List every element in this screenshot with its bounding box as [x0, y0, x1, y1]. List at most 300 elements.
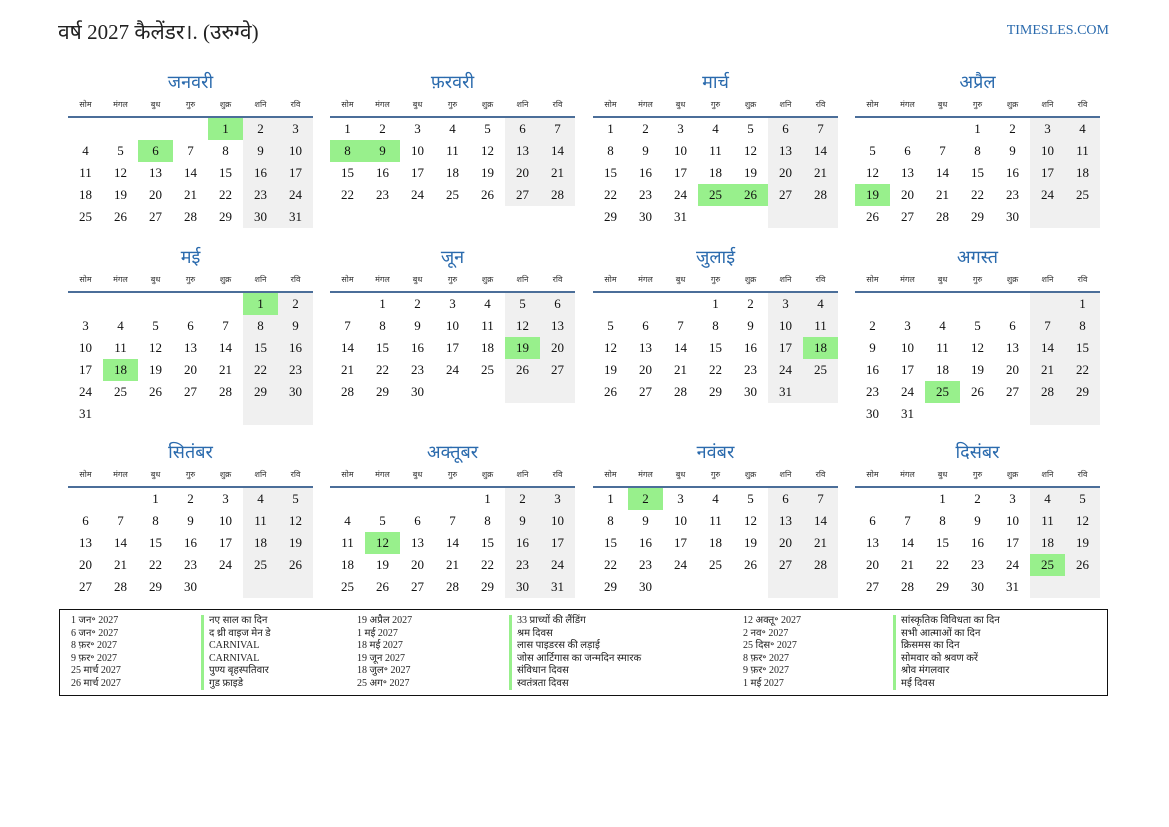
weekday-label: शनि — [516, 470, 529, 479]
empty-day-cell — [628, 293, 663, 315]
month-name: फ़रवरी — [430, 72, 475, 92]
day-cell: 4 — [712, 491, 719, 506]
day-cell: 16 — [1006, 165, 1019, 180]
empty-day-cell — [138, 293, 173, 315]
empty-day-cell — [995, 403, 1030, 425]
day-cell: 1 — [607, 121, 614, 136]
day-cell: 30 — [639, 579, 652, 594]
weekday-label: गुरु — [447, 275, 458, 284]
day-cell: 27 — [184, 384, 197, 399]
day-cell: 28 — [901, 579, 914, 594]
weekday-label: सोम — [866, 100, 879, 109]
holiday-name: 33 प्राच्यों की लैंडिंग — [509, 615, 641, 628]
day-cell: 30 — [971, 579, 984, 594]
day-cell: 21 — [803, 162, 838, 184]
page-title: वर्ष 2027 कैलेंडर।. (उरुग्वे) — [58, 20, 259, 44]
day-cell: 24 — [411, 187, 424, 202]
day-cell: 14 — [1030, 337, 1065, 359]
day-cell: 6 — [904, 143, 911, 158]
day-cell: 21 — [114, 557, 127, 572]
day-cell: 14 — [674, 340, 687, 355]
empty-day-cell — [330, 488, 365, 510]
day-cell: 22 — [376, 362, 389, 377]
day-cell: 8 — [152, 513, 159, 528]
day-cell: 27 — [505, 184, 540, 206]
day-cell: 3 — [1030, 118, 1065, 140]
day-cell: 3 — [222, 491, 229, 506]
day-cell: 17 — [540, 532, 575, 554]
day-cell: 7 — [803, 118, 838, 140]
day-cell: 10 — [219, 513, 232, 528]
holiday-names-column — [893, 615, 1000, 690]
day-cell: 3 — [449, 296, 456, 311]
day-cell: 5 — [869, 143, 876, 158]
day-cell: 2 — [379, 121, 386, 136]
holiday-date: 9 फ़र॰ 2027 — [743, 665, 790, 676]
weekday-label: गुरु — [972, 275, 983, 284]
day-cell: 25 — [709, 557, 722, 572]
day-cell: 27 — [768, 554, 803, 576]
weekday-label: शुक्र — [744, 470, 757, 479]
holiday-name: श्रोव मंगलवार — [893, 665, 1000, 678]
day-cell: 18 — [243, 532, 278, 554]
weekday-header — [68, 273, 313, 293]
day-cell: 13 — [768, 510, 803, 532]
day-cell: 10 — [1006, 513, 1019, 528]
weekday-header — [330, 468, 575, 488]
day-cell: 11 — [243, 510, 278, 532]
month-calendar — [593, 440, 838, 598]
empty-day-cell — [890, 488, 925, 510]
empty-day-cell — [173, 293, 208, 315]
day-cell: 4 — [1065, 118, 1100, 140]
day-cell: 15 — [481, 535, 494, 550]
day-cell: 7 — [904, 513, 911, 528]
day-cell: 21 — [674, 362, 687, 377]
day-cell: 7 — [117, 513, 124, 528]
weekday-label: बुध — [937, 470, 948, 479]
day-cell: 22 — [1065, 359, 1100, 381]
empty-day-cell — [890, 118, 925, 140]
day-cell: 5 — [747, 121, 754, 136]
day-cell: 10 — [768, 315, 803, 337]
day-cell: 25 — [1030, 554, 1065, 576]
day-cell: 29 — [604, 579, 617, 594]
empty-day-cell — [593, 293, 628, 315]
day-cell: 1 — [344, 121, 351, 136]
weekday-label: मंगल — [900, 100, 915, 109]
empty-day-cell — [278, 576, 313, 598]
day-cell: 24 — [278, 184, 313, 206]
site-link[interactable]: TIMESLES.COM — [1006, 23, 1109, 38]
day-cell: 10 — [901, 340, 914, 355]
day-cell: 6 — [540, 293, 575, 315]
day-cell: 7 — [803, 488, 838, 510]
day-cell: 3 — [82, 318, 89, 333]
weekday-label: गुरु — [972, 470, 983, 479]
day-cell: 8 — [974, 143, 981, 158]
weekday-label: बुध — [150, 100, 161, 109]
weekday-label: शनि — [779, 100, 792, 109]
day-cell: 22 — [149, 557, 162, 572]
weekday-label: शनि — [1041, 100, 1054, 109]
day-cell: 6 — [505, 118, 540, 140]
day-cell: 2 — [187, 491, 194, 506]
day-cell: 11 — [936, 340, 949, 355]
holiday-date: 25 दिस॰ 2027 — [743, 640, 797, 651]
month-name: अगस्त — [956, 247, 999, 267]
holiday-name: मई दिवस — [893, 678, 1000, 691]
day-cell: 21 — [901, 557, 914, 572]
day-cell: 3 — [677, 491, 684, 506]
day-cell: 25 — [803, 359, 838, 381]
day-grid — [855, 488, 1100, 598]
day-cell: 24 — [446, 362, 459, 377]
day-cell: 21 — [1030, 359, 1065, 381]
day-cell: 12 — [505, 315, 540, 337]
weekday-label: गुरु — [710, 470, 721, 479]
day-cell: 6 — [869, 513, 876, 528]
weekday-label: सोम — [341, 470, 354, 479]
day-cell: 19 — [505, 337, 540, 359]
day-cell: 11 — [709, 143, 722, 158]
day-cell: 2 — [1009, 121, 1016, 136]
day-cell: 4 — [939, 318, 946, 333]
holiday-name: सोमवार को श्रवण करें — [893, 653, 1000, 666]
day-grid — [68, 118, 313, 228]
empty-day-cell — [663, 293, 698, 315]
day-grid — [330, 488, 575, 598]
day-cell: 21 — [184, 187, 197, 202]
empty-day-cell — [803, 576, 838, 598]
day-cell: 16 — [376, 165, 389, 180]
month-name: जून — [440, 247, 465, 267]
day-cell: 9 — [1009, 143, 1016, 158]
day-cell: 12 — [114, 165, 127, 180]
day-cell: 9 — [642, 513, 649, 528]
day-cell: 7 — [939, 143, 946, 158]
weekday-label: रवि — [1077, 100, 1088, 109]
day-cell: 15 — [604, 535, 617, 550]
day-cell: 31 — [901, 406, 914, 421]
day-cell: 2 — [505, 488, 540, 510]
day-cell: 15 — [341, 165, 354, 180]
day-cell: 31 — [1006, 579, 1019, 594]
weekday-header — [593, 273, 838, 293]
holiday-name: स्वतंत्रता दिवस — [509, 678, 641, 691]
day-cell: 11 — [341, 535, 354, 550]
month-calendar — [593, 245, 838, 403]
day-cell: 7 — [540, 118, 575, 140]
day-cell: 18 — [1030, 532, 1065, 554]
weekday-label: मंगल — [900, 275, 915, 284]
day-cell: 30 — [411, 384, 424, 399]
day-cell: 16 — [278, 337, 313, 359]
day-cell: 16 — [639, 165, 652, 180]
day-cell: 24 — [674, 557, 687, 572]
day-cell: 3 — [1009, 491, 1016, 506]
day-cell: 15 — [936, 535, 949, 550]
holiday-name: द थ्री वाइज मेन डे — [201, 628, 271, 641]
empty-day-cell — [278, 403, 313, 425]
month-calendar — [330, 245, 575, 403]
day-cell: 15 — [1065, 337, 1100, 359]
day-cell: 10 — [1030, 140, 1065, 162]
day-cell: 13 — [184, 340, 197, 355]
weekday-label: मंगल — [113, 100, 128, 109]
weekday-label: मंगल — [638, 100, 653, 109]
day-cell: 1 — [484, 491, 491, 506]
day-cell: 23 — [639, 187, 652, 202]
holiday-date: 1 मई 2027 — [743, 677, 784, 689]
day-cell: 8 — [607, 513, 614, 528]
day-cell: 9 — [869, 340, 876, 355]
day-cell: 30 — [744, 384, 757, 399]
day-cell: 3 — [677, 121, 684, 136]
day-cell: 11 — [1065, 140, 1100, 162]
day-cell: 26 — [114, 209, 127, 224]
day-cell: 1 — [939, 491, 946, 506]
day-cell: 17 — [674, 535, 687, 550]
day-cell: 9 — [974, 513, 981, 528]
empty-day-cell — [103, 403, 138, 425]
empty-day-cell — [435, 381, 470, 403]
weekday-label: रवि — [552, 100, 563, 109]
day-cell: 6 — [138, 140, 173, 162]
empty-day-cell — [540, 381, 575, 403]
holiday-date: 18 जुल॰ 2027 — [357, 665, 411, 676]
weekday-label: गुरु — [710, 100, 721, 109]
weekday-header — [68, 468, 313, 488]
holiday-date: 2 नव॰ 2027 — [743, 627, 789, 639]
day-cell: 9 — [365, 140, 400, 162]
day-cell: 9 — [747, 318, 754, 333]
day-cell: 10 — [674, 513, 687, 528]
day-cell: 19 — [855, 184, 890, 206]
empty-day-cell — [733, 576, 768, 598]
day-cell: 28 — [341, 384, 354, 399]
weekday-label: बुध — [150, 275, 161, 284]
holiday-name: गुड फ्राइडे — [201, 678, 271, 691]
day-cell: 3 — [414, 121, 421, 136]
day-cell: 7 — [677, 318, 684, 333]
weekday-label: गुरु — [972, 100, 983, 109]
day-cell: 14 — [219, 340, 232, 355]
day-cell: 1 — [607, 491, 614, 506]
weekday-header — [330, 98, 575, 118]
day-cell: 19 — [971, 362, 984, 377]
day-cell: 20 — [1006, 362, 1019, 377]
empty-day-cell — [1030, 403, 1065, 425]
empty-day-cell — [365, 488, 400, 510]
day-cell: 25 — [698, 184, 733, 206]
day-cell: 12 — [149, 340, 162, 355]
empty-day-cell — [173, 403, 208, 425]
day-cell: 17 — [219, 535, 232, 550]
day-cell: 19 — [1065, 532, 1100, 554]
weekday-label: शुक्र — [481, 470, 494, 479]
day-cell: 8 — [379, 318, 386, 333]
day-cell: 3 — [278, 118, 313, 140]
weekday-label: सोम — [341, 275, 354, 284]
day-cell: 23 — [411, 362, 424, 377]
day-cell: 10 — [540, 510, 575, 532]
day-cell: 11 — [803, 315, 838, 337]
holiday-names-column — [201, 615, 271, 690]
weekday-header — [855, 273, 1100, 293]
day-cell: 24 — [768, 359, 803, 381]
holiday-name: संविधान दिवस — [509, 665, 641, 678]
empty-day-cell — [803, 381, 838, 403]
day-cell: 2 — [278, 293, 313, 315]
weekday-header — [855, 468, 1100, 488]
day-cell: 18 — [1065, 162, 1100, 184]
holiday-name: श्रम दिवस — [509, 628, 641, 641]
weekday-header — [593, 98, 838, 118]
weekday-label: शुक्र — [219, 275, 232, 284]
day-cell: 24 — [901, 384, 914, 399]
day-cell: 31 — [278, 206, 313, 228]
empty-day-cell — [173, 118, 208, 140]
weekday-label: मंगल — [113, 470, 128, 479]
weekday-label: गुरु — [447, 470, 458, 479]
day-cell: 17 — [411, 165, 424, 180]
day-cell: 8 — [330, 140, 365, 162]
day-cell: 30 — [505, 576, 540, 598]
holiday-dates-column — [743, 615, 801, 690]
day-cell: 9 — [278, 315, 313, 337]
day-cell: 22 — [481, 557, 494, 572]
month-calendar — [68, 245, 313, 425]
day-cell: 28 — [219, 384, 232, 399]
weekday-label: शनि — [516, 100, 529, 109]
month-name: अप्रैल — [959, 72, 996, 92]
day-cell: 21 — [341, 362, 354, 377]
empty-day-cell — [698, 576, 733, 598]
day-grid — [330, 118, 575, 206]
day-cell: 5 — [974, 318, 981, 333]
day-grid — [593, 488, 838, 598]
day-cell: 12 — [971, 340, 984, 355]
day-cell: 27 — [639, 384, 652, 399]
day-cell: 19 — [744, 165, 757, 180]
empty-day-cell — [208, 576, 243, 598]
day-grid — [68, 488, 313, 598]
month-calendar — [855, 440, 1100, 598]
weekday-label: शुक्र — [219, 100, 232, 109]
day-cell: 27 — [79, 579, 92, 594]
empty-day-cell — [698, 206, 733, 228]
month-name: नवंबर — [696, 442, 735, 462]
day-cell: 8 — [712, 318, 719, 333]
day-cell: 19 — [481, 165, 494, 180]
day-cell: 21 — [219, 362, 232, 377]
day-cell: 19 — [278, 532, 313, 554]
empty-day-cell — [138, 118, 173, 140]
day-cell: 3 — [768, 293, 803, 315]
weekday-label: रवि — [290, 100, 301, 109]
day-cell: 26 — [866, 209, 879, 224]
day-cell: 9 — [187, 513, 194, 528]
day-cell: 11 — [481, 318, 494, 333]
day-cell: 17 — [1030, 162, 1065, 184]
day-cell: 11 — [114, 340, 127, 355]
day-cell: 10 — [278, 140, 313, 162]
empty-day-cell — [855, 293, 890, 315]
day-cell: 16 — [184, 535, 197, 550]
day-cell: 28 — [803, 554, 838, 576]
day-cell: 8 — [1065, 315, 1100, 337]
empty-day-cell — [68, 293, 103, 315]
day-cell: 1 — [712, 296, 719, 311]
day-cell: 5 — [379, 513, 386, 528]
day-cell: 7 — [187, 143, 194, 158]
day-cell: 8 — [243, 315, 278, 337]
holiday-name: जोस आर्टिगास का जन्मदिन स्मारक — [509, 653, 641, 666]
holiday-date: 25 अग॰ 2027 — [357, 677, 410, 689]
empty-day-cell — [103, 293, 138, 315]
day-cell: 18 — [936, 362, 949, 377]
weekday-label: रवि — [1077, 275, 1088, 284]
day-grid — [68, 293, 313, 425]
day-cell: 20 — [411, 557, 424, 572]
day-cell: 18 — [709, 165, 722, 180]
empty-day-cell — [103, 118, 138, 140]
day-cell: 18 — [446, 165, 459, 180]
day-cell: 26 — [1065, 554, 1100, 576]
day-cell: 5 — [152, 318, 159, 333]
holiday-date: 19 जून 2027 — [357, 652, 405, 664]
day-cell: 22 — [936, 557, 949, 572]
weekday-label: शुक्र — [481, 275, 494, 284]
day-cell: 2 — [747, 296, 754, 311]
day-cell: 18 — [103, 359, 138, 381]
day-cell: 21 — [446, 557, 459, 572]
empty-day-cell — [505, 381, 540, 403]
day-grid — [855, 118, 1100, 228]
day-cell: 20 — [79, 557, 92, 572]
day-cell: 28 — [540, 184, 575, 206]
day-cell: 7 — [222, 318, 229, 333]
empty-day-cell — [1030, 293, 1065, 315]
day-cell: 7 — [344, 318, 351, 333]
day-cell: 10 — [411, 143, 424, 158]
weekday-label: शुक्र — [744, 100, 757, 109]
month-calendar — [330, 70, 575, 206]
day-cell: 4 — [117, 318, 124, 333]
weekday-label: रवि — [815, 470, 826, 479]
day-cell: 13 — [768, 140, 803, 162]
day-cell: 15 — [709, 340, 722, 355]
day-cell: 29 — [709, 384, 722, 399]
day-cell: 26 — [971, 384, 984, 399]
day-cell: 31 — [768, 381, 803, 403]
day-cell: 17 — [79, 362, 92, 377]
empty-day-cell — [855, 488, 890, 510]
day-cell: 30 — [866, 406, 879, 421]
weekday-label: शनि — [779, 275, 792, 284]
weekday-label: रवि — [552, 470, 563, 479]
day-cell: 22 — [219, 187, 232, 202]
day-cell: 16 — [866, 362, 879, 377]
day-cell: 8 — [222, 143, 229, 158]
weekday-label: बुध — [675, 100, 686, 109]
weekday-label: शुक्र — [1006, 470, 1019, 479]
holiday-date: 8 फ़र॰ 2027 — [743, 652, 790, 664]
weekday-label: शुक्र — [219, 470, 232, 479]
month-calendar — [855, 70, 1100, 228]
day-cell: 12 — [604, 340, 617, 355]
